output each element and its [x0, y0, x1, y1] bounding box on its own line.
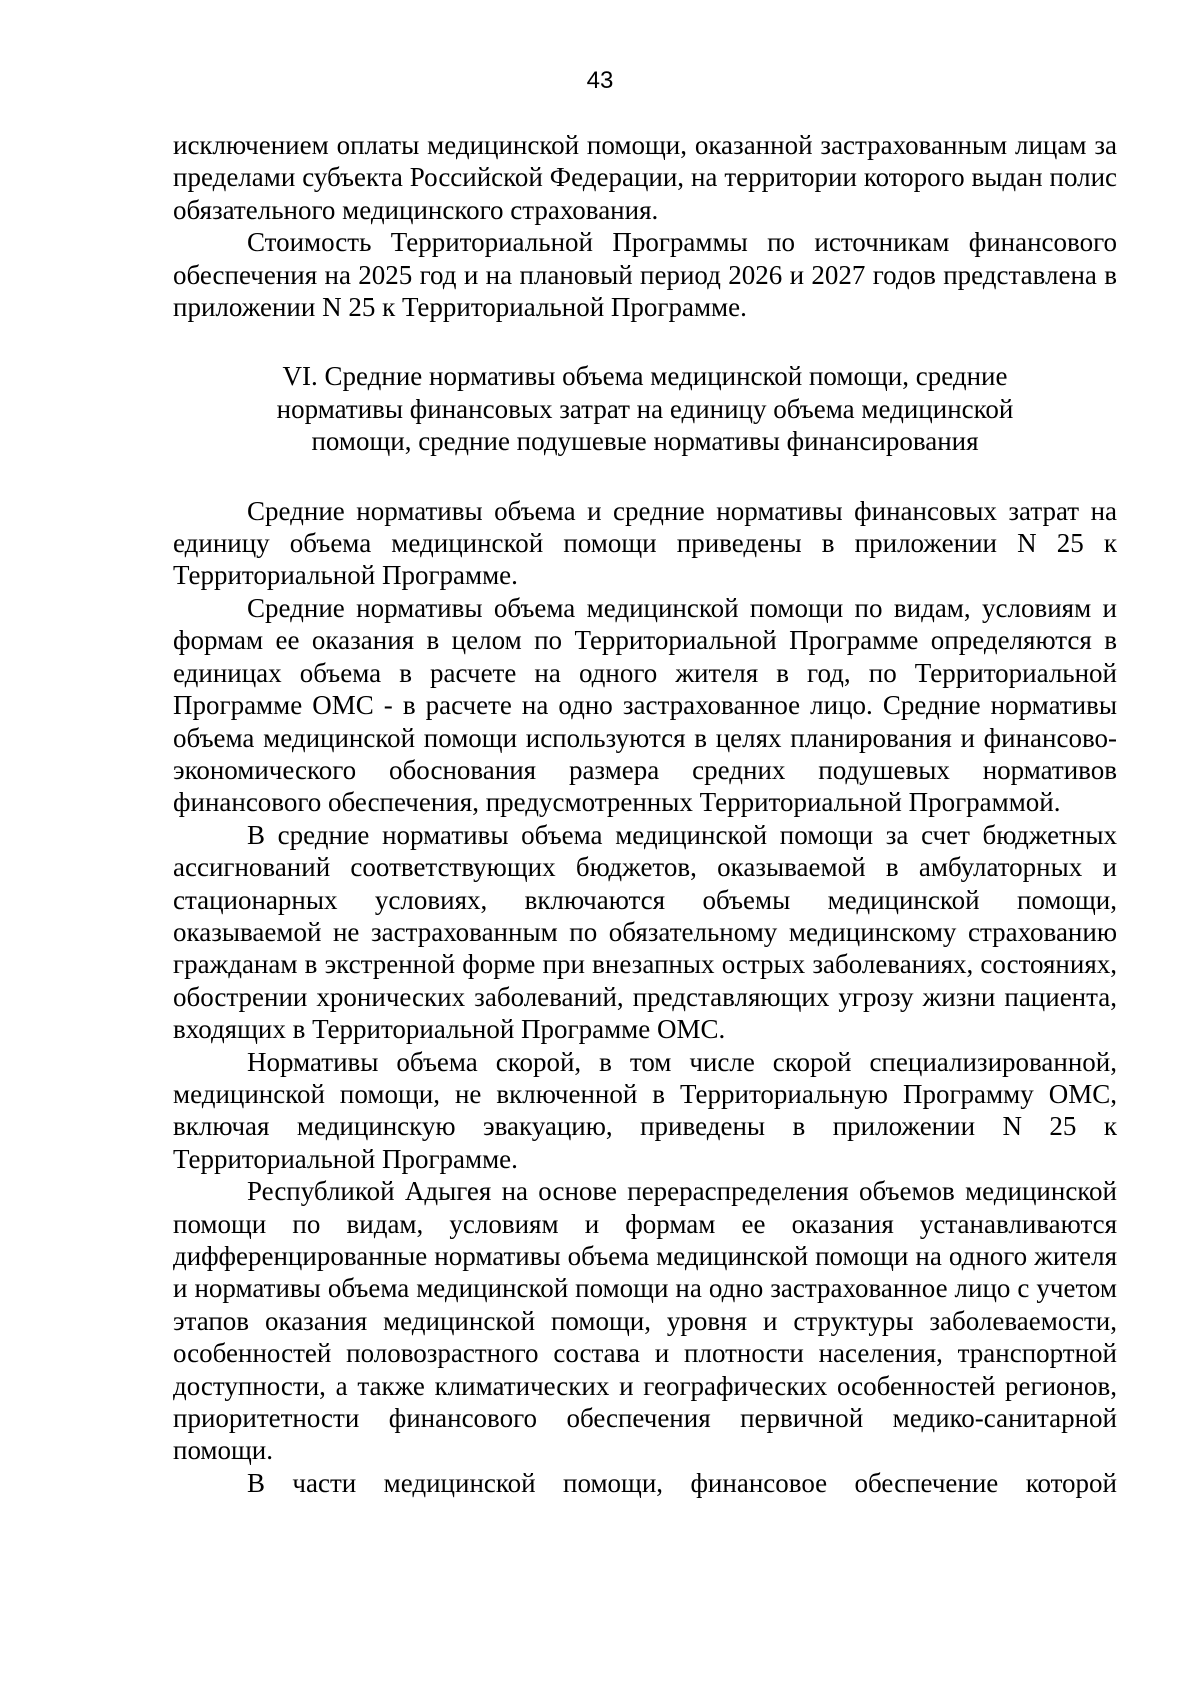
paragraph-norms-by-type: Средние нормативы объема медицинской помощи по видам, условиям и формам ее оказания в целом по Территориальной Программе определяются в единицах объема в расчете на одного жителя в год, по Территориальной Программе ОМС - в расчете на одно застрахованное лицо. Средние нормативы объема медицинской помощи используются в целях планирования и финансово-экономического обоснования размера средних подушевых нормативов финансового обеспечения, предусмотренных Территориальной Программой.: [173, 592, 1117, 818]
paragraph-adygea-differentiated: Республикой Адыгея на основе перераспределения объемов медицинской помощи по видам, условиям и формам ее оказания устанавливаются дифференцированные нормативы объема медицинской помощи на одного жителя и нормативы объема медицинской помощи на одно застрахованное лицо с учетом этапов оказания медицинской помощи, уровня и структуры заболеваемости, особенностей половозрастного состава и плотности населения, транспортной доступности, а также климатических и географических особенностей регионов, приоритетности финансового обеспечения первичной медико-санитарной помощи.: [173, 1176, 1117, 1466]
paragraph-budget-norms: В средние нормативы объема медицинской помощи за счет бюджетных ассигнований соответствующих бюджетов, оказываемой в амбулаторных и стационарных условиях, включаются объемы медицинской помощи, оказываемой не застрахованным по обязательному медицинскому страхованию гражданам в экстренной форме при внезапных острых заболеваниях, состояниях, обострении хронических заболеваний, представляющих угрозу жизни пациента, входящих в Территориальной Программе ОМС.: [173, 819, 1117, 1045]
paragraph-continuation: исключением оплаты медицинской помощи, оказанной застрахованным лицам за пределами субъекта Российской Федерации, на территории которого выдан полис обязательного медицинского страхования.: [173, 130, 1117, 225]
paragraph-emergency-norms: Нормативы объема скорой, в том числе скорой специализированной, медицинской помощи, не включенной в Территориальную Программу ОМС, включая медицинскую эвакуацию, приведены в приложении N 25 к Территориальной Программе.: [173, 1046, 1117, 1174]
paragraph-partial-final: В части медицинской помощи, финансовое обеспечение которой: [247, 1467, 1117, 1498]
document-body: [173, 129, 1117, 1499]
section-heading: [173, 360, 1117, 457]
section-heading-line: нормативы финансовых затрат на единицу объема медицинской: [276, 393, 1014, 424]
section-heading-line: VI. Средние нормативы объема медицинской помощи, средние: [282, 361, 1008, 392]
paragraph-program-cost: Стоимость Территориальной Программы по источникам финансового обеспечения на 2025 год и на плановый период 2026 и 2027 годов представлена в приложении N 25 к Территориальной Программе.: [173, 227, 1117, 323]
page-number: 43: [586, 67, 614, 94]
section-heading-line: помощи, средние подушевые нормативы финансирования: [311, 426, 979, 457]
paragraph-average-norms: Средние нормативы объема и средние нормативы финансовых затрат на единицу объема медицинской помощи приведены в приложении N 25 к Территориальной Программе.: [173, 495, 1117, 591]
